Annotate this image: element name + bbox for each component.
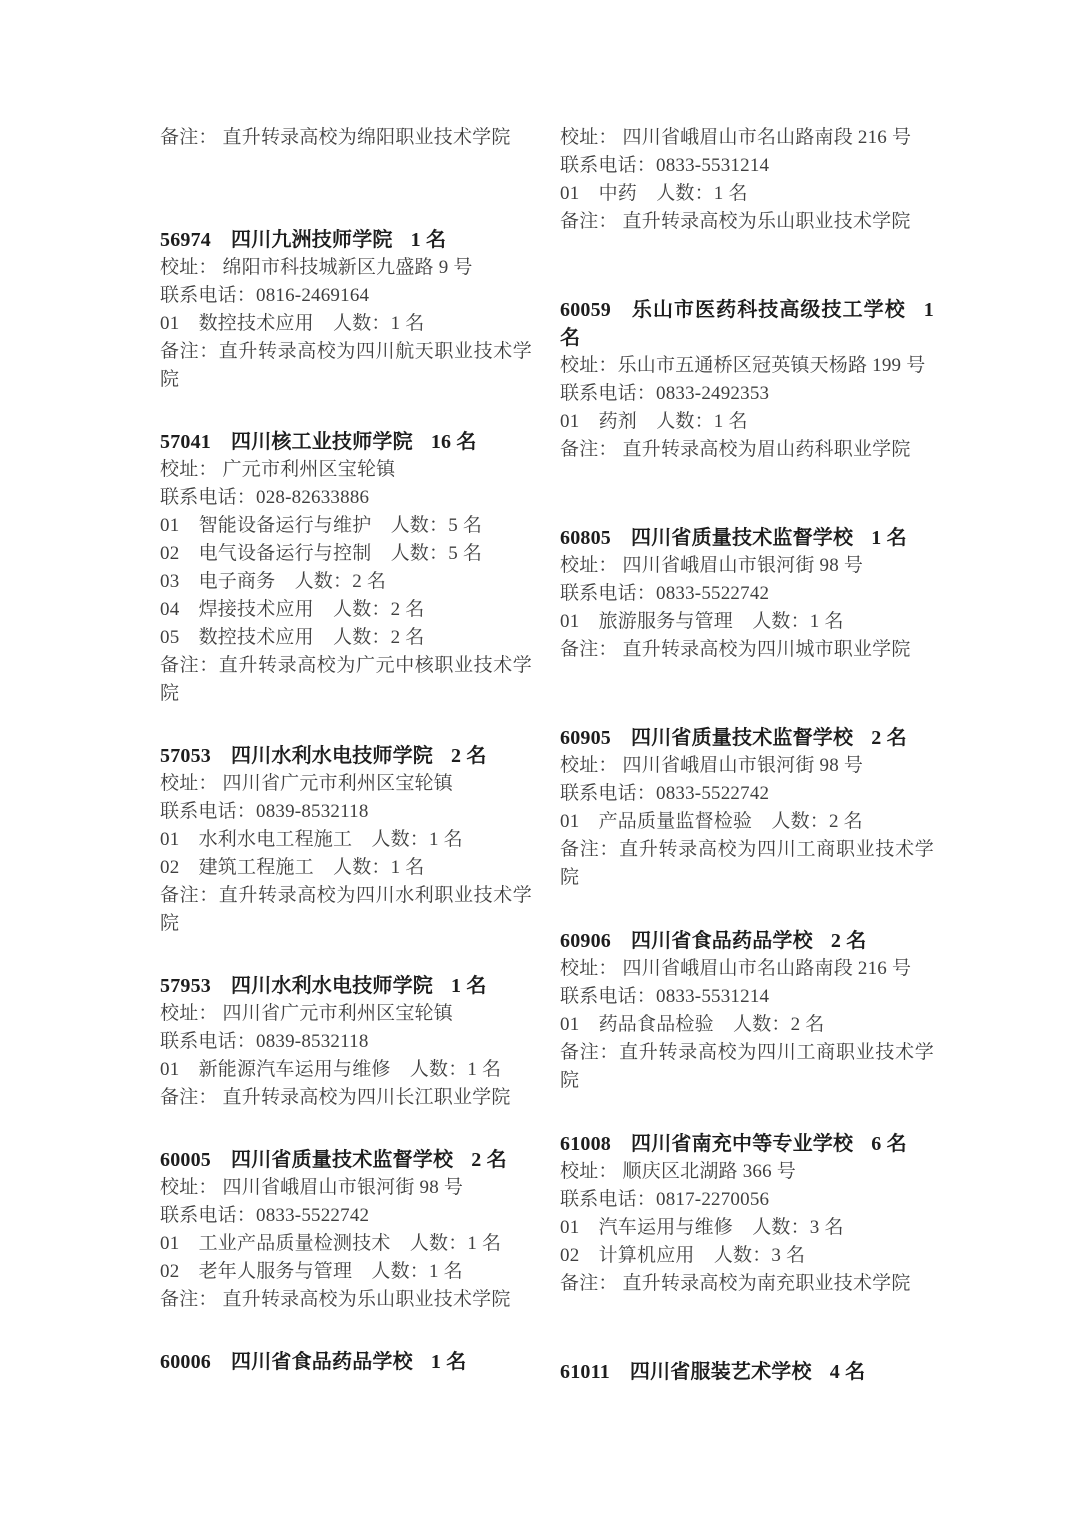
entry-line: 03 电子商务 人数：2 名 bbox=[160, 571, 387, 592]
school-name: 四川省质量技术监督学校 bbox=[631, 527, 854, 549]
school-entry bbox=[160, 972, 532, 1112]
school-code: 61011 bbox=[560, 1361, 610, 1383]
school-code: 57041 bbox=[160, 431, 211, 453]
entry-title bbox=[160, 428, 532, 456]
admission-count: 2 名 bbox=[830, 930, 867, 952]
admission-count: 2 名 bbox=[451, 745, 487, 767]
admission-count: 6 名 bbox=[871, 1133, 907, 1155]
entry-line: 联系电话：028-82633886 bbox=[160, 487, 370, 508]
entry-line: 校址： 顺庆区北湖路 366 号 bbox=[560, 1161, 796, 1182]
school-entry bbox=[560, 724, 934, 892]
school-entry bbox=[560, 524, 934, 664]
entry-line: 备注： 直升转录高校为南充职业技术学院 bbox=[560, 1273, 911, 1294]
admission-count: 4 名 bbox=[829, 1361, 866, 1383]
entry-line: 01 水利水电工程施工 人数：1 名 bbox=[160, 829, 463, 850]
school-entry bbox=[160, 742, 532, 938]
entry-title bbox=[560, 927, 934, 955]
entry-title bbox=[160, 226, 532, 254]
entry-title bbox=[160, 742, 532, 770]
admission-count: 2 名 bbox=[471, 1149, 507, 1171]
entry-line: 联系电话：0839-8532118 bbox=[160, 1031, 369, 1052]
entry-line: 01 旅游服务与管理 人数：1 名 bbox=[560, 611, 844, 632]
entry-line: 01 产品质量监督检验 人数：2 名 bbox=[560, 811, 863, 832]
school-entry bbox=[560, 296, 934, 464]
entry-line: 校址： 四川省峨眉山市名山路南段 216 号 bbox=[560, 958, 912, 979]
admission-count: 1 名 bbox=[560, 299, 934, 349]
entry-line: 02 计算机应用 人数：3 名 bbox=[560, 1245, 806, 1266]
entry-line: 校址： 广元市利州区宝轮镇 bbox=[160, 459, 396, 480]
entry-line: 联系电话：0833-5522742 bbox=[160, 1205, 370, 1226]
continuation-block bbox=[160, 124, 532, 152]
admission-count: 1 名 bbox=[871, 527, 907, 549]
school-name: 四川九洲技师学院 bbox=[231, 229, 393, 251]
entry-line: 04 焊接技术应用 人数：2 名 bbox=[160, 599, 425, 620]
school-name: 乐山市医药科技高级技工学校 bbox=[631, 299, 906, 321]
admission-count: 1 名 bbox=[451, 975, 487, 997]
school-code: 60805 bbox=[560, 527, 611, 549]
entry-line: 01 药品食品检验 人数：2 名 bbox=[560, 1014, 825, 1035]
entry-line: 校址： 四川省广元市利州区宝轮镇 bbox=[160, 1003, 453, 1024]
entry-line: 05 数控技术应用 人数：2 名 bbox=[160, 627, 425, 648]
entry-line: 备注： 直升转录高校为乐山职业技术学院 bbox=[160, 1289, 511, 1310]
continuation-block bbox=[560, 124, 934, 236]
school-name: 四川省食品药品学校 bbox=[631, 930, 813, 952]
entry-line: 02 电气设备运行与控制 人数：5 名 bbox=[160, 543, 483, 564]
school-name: 四川水利水电技师学院 bbox=[231, 975, 433, 997]
entry-line: 备注： 直升转录高校为四川长江职业学院 bbox=[160, 1087, 511, 1108]
entry-line: 备注： 直升转录高校为乐山职业技术学院 bbox=[560, 211, 911, 232]
admission-count: 1 名 bbox=[410, 229, 447, 251]
school-entry bbox=[560, 1358, 934, 1386]
entry-line: 备注：直升转录高校为四川工商职业技术学院 bbox=[560, 1042, 934, 1091]
school-entry bbox=[160, 1348, 532, 1376]
entry-line: 备注：直升转录高校为四川航天职业技术学院 bbox=[160, 341, 532, 390]
entry-line: 备注：直升转录高校为广元中核职业技术学院 bbox=[160, 655, 532, 704]
entry-line: 校址： 四川省广元市利州区宝轮镇 bbox=[160, 773, 453, 794]
school-code: 57953 bbox=[160, 975, 211, 997]
entry-line: 01 数控技术应用 人数：1 名 bbox=[160, 313, 425, 334]
entry-line: 02 建筑工程施工 人数：1 名 bbox=[160, 857, 425, 878]
entry-line: 联系电话：0833-2492353 bbox=[560, 383, 770, 404]
entry-line: 联系电话：0816-2469164 bbox=[160, 285, 370, 306]
entry-line: 联系电话：0817-2270056 bbox=[560, 1189, 770, 1210]
school-entry bbox=[560, 1130, 934, 1298]
admission-count: 1 名 bbox=[430, 1351, 467, 1373]
entry-line: 校址： 绵阳市科技城新区九盛路 9 号 bbox=[160, 257, 473, 278]
school-code: 57053 bbox=[160, 745, 211, 767]
admission-count: 16 名 bbox=[430, 431, 477, 453]
entry-line: 02 老年人服务与管理 人数：1 名 bbox=[160, 1261, 463, 1282]
entry-line: 备注： 直升转录高校为眉山药科职业学院 bbox=[560, 439, 911, 460]
school-code: 60905 bbox=[560, 727, 611, 749]
school-entry bbox=[160, 428, 532, 708]
entry-line: 01 工业产品质量检测技术 人数：1 名 bbox=[160, 1233, 502, 1254]
entry-line: 校址： 四川省峨眉山市名山路南段 216 号 bbox=[560, 127, 912, 148]
entry-line: 校址： 四川省峨眉山市银河街 98 号 bbox=[560, 755, 864, 776]
school-name: 四川省质量技术监督学校 bbox=[231, 1149, 454, 1171]
entry-line: 校址：乐山市五通桥区冠英镇天杨路 199 号 bbox=[560, 355, 926, 376]
entry-line: 备注： 直升转录高校为四川城市职业学院 bbox=[560, 639, 911, 660]
right-column bbox=[560, 124, 934, 1386]
entry-line: 校址： 四川省峨眉山市银河街 98 号 bbox=[560, 555, 864, 576]
school-name: 四川省食品药品学校 bbox=[231, 1351, 413, 1373]
entry-line: 01 新能源汽车运用与维修 人数：1 名 bbox=[160, 1059, 502, 1080]
school-entry bbox=[160, 226, 532, 394]
school-name: 四川省服装艺术学校 bbox=[629, 1361, 812, 1383]
admission-count: 2 名 bbox=[871, 727, 907, 749]
entry-title bbox=[160, 1146, 532, 1174]
entry-title bbox=[560, 1130, 934, 1158]
entry-title bbox=[560, 724, 934, 752]
school-name: 四川省质量技术监督学校 bbox=[631, 727, 854, 749]
entry-line: 01 中药 人数：1 名 bbox=[560, 183, 748, 204]
school-name: 四川水利水电技师学院 bbox=[231, 745, 433, 767]
entry-line: 01 汽车运用与维修 人数：3 名 bbox=[560, 1217, 844, 1238]
school-code: 61008 bbox=[560, 1133, 611, 1155]
entry-line: 备注：直升转录高校为四川工商职业技术学院 bbox=[560, 839, 934, 888]
school-name: 四川省南充中等专业学校 bbox=[631, 1133, 854, 1155]
entry-line: 01 药剂 人数：1 名 bbox=[560, 411, 748, 432]
entry-line: 联系电话：0839-8532118 bbox=[160, 801, 369, 822]
school-name: 四川核工业技师学院 bbox=[231, 431, 413, 453]
entry-line: 备注：直升转录高校为四川水利职业技术学院 bbox=[160, 885, 532, 934]
entry-line: 联系电话：0833-5522742 bbox=[560, 783, 770, 804]
entry-line: 01 智能设备运行与维护 人数：5 名 bbox=[160, 515, 483, 536]
entry-title bbox=[160, 1348, 532, 1376]
entry-title bbox=[160, 972, 532, 1000]
left-column bbox=[160, 124, 532, 1376]
entry-line: 联系电话：0833-5531214 bbox=[560, 986, 770, 1007]
school-code: 60005 bbox=[160, 1149, 211, 1171]
school-code: 60059 bbox=[560, 299, 611, 321]
school-entry bbox=[560, 927, 934, 1095]
entry-line: 联系电话：0833-5522742 bbox=[560, 583, 770, 604]
entry-line: 校址： 四川省峨眉山市银河街 98 号 bbox=[160, 1177, 464, 1198]
entry-title bbox=[560, 524, 934, 552]
school-code: 60006 bbox=[160, 1351, 211, 1373]
entry-line: 备注： 直升转录高校为绵阳职业技术学院 bbox=[160, 127, 511, 148]
school-code: 56974 bbox=[160, 229, 211, 251]
school-code: 60906 bbox=[560, 930, 611, 952]
entry-title bbox=[560, 1358, 934, 1386]
entry-title bbox=[560, 296, 934, 352]
entry-line: 联系电话：0833-5531214 bbox=[560, 155, 770, 176]
school-entry bbox=[160, 1146, 532, 1314]
